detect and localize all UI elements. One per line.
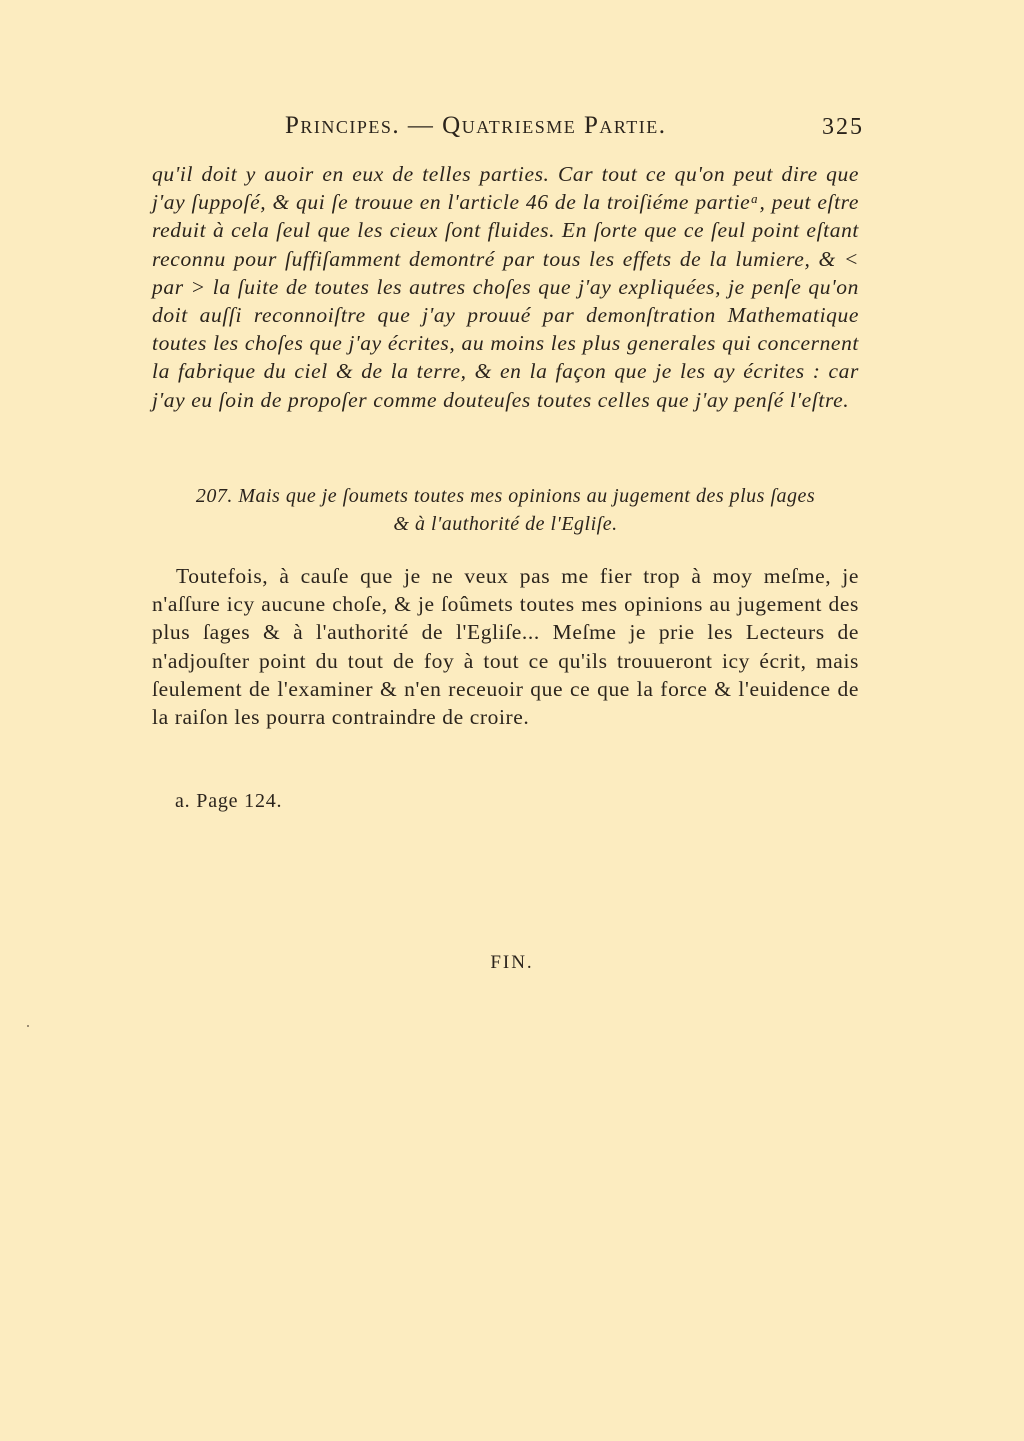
paper-speck (27, 1025, 29, 1027)
body-paragraph-1: qu'il doit y auoir en eux de telles parties. Car tout ce qu'on peut dire que j'ay ſuppoſé, & qui ſe trouue en l'article 46 de la troiſiéme partieᵃ, peut eſtre reduit à cela ſeul que les cieux ſont fluides. En ſorte que ce ſeul point eſtant reconnu pour ſuffiſamment demontré par tous les effets de la lumiere, & < par > la ſuite de toutes les autres choſes que j'ay expliquées, je penſe qu'on doit auſſi reconnoiſtre que j'ay prouué par demonſtration Mathematique toutes les choſes que j'ay écrites, au moins les plus generales qui concernent la fabrique du ciel & de la terre, & en la façon que je les ay écrites : car j'ay eu ſoin de propoſer comme douteuſes toutes celles que j'ay penſé l'eſtre. (152, 162, 859, 412)
end-mark: FIN. (490, 952, 534, 973)
running-head (150, 112, 864, 146)
article-heading (152, 482, 859, 538)
article-title-part-1: Mais que je ſoumets toutes mes opinions au jugement des plus ſages (238, 485, 816, 507)
footnote: a. Page 124. (175, 790, 283, 812)
body-paragraph-2: Toutefois, à cauſe que je ne veux pas me fier trop à moy meſme, je n'aſſure icy aucune choſe, & je ſoûmets toutes mes opinions au jugement des plus ſages & à l'authorité de l'Egliſe... Meſme je prie les Lecteurs de n'adjouſter point du tout de foy à tout ce qu'ils trouueront icy écrit, mais ſeulement de l'examiner & n'en receuoir que ce que la force & l'euidence de la raiſon les pourra contraindre de croire. (152, 564, 859, 730)
running-title: Principes. — Quatriesme Partie. (285, 112, 667, 139)
article-title-part-2: & à l'authorité de l'Egliſe. (393, 513, 618, 535)
page-number: 325 (822, 114, 864, 140)
article-heading-line-1 (152, 482, 859, 510)
article-number: 207. (195, 485, 233, 507)
